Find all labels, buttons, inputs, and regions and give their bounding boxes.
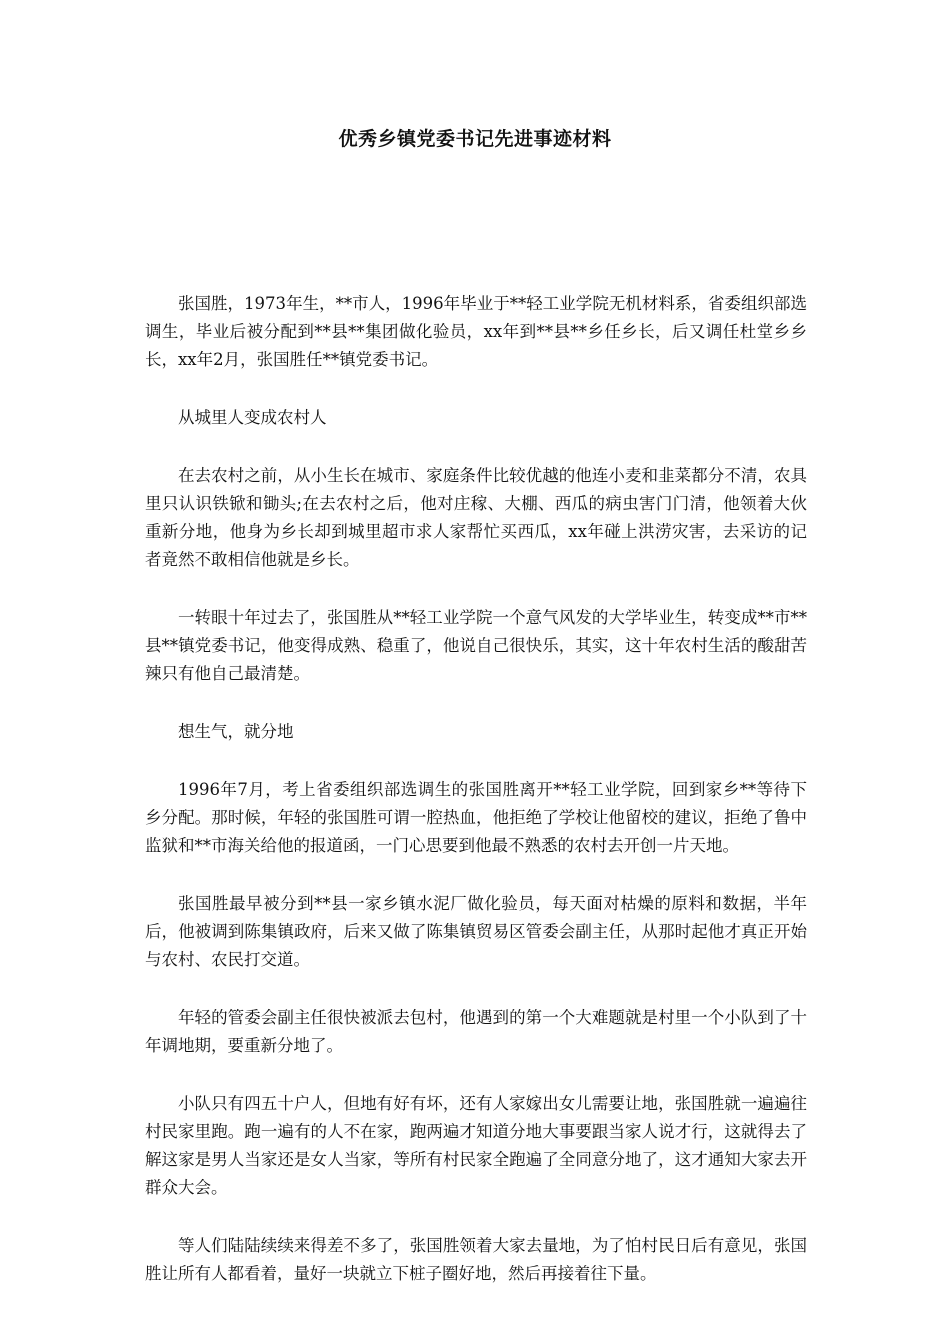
paragraph-measuring-land: 等人们陆陆续续来得差不多了，张国胜领着大家去量地，为了怕村民日后有意见，张国胜让所有人都看着，量好一块就立下桩子圈好地，然后再接着往下量。 <box>145 1236 807 1283</box>
paragraph-cement-plant: 张国胜最早被分到**县一家乡镇水泥厂做化验员，每天面对枯燥的原料和数据，半年后，他被调到陈集镇政府，后来又做了陈集镇贸易区管委会副主任，从那时起他才真正开始与农村、农民打交道。 <box>145 894 807 969</box>
paragraph-1996: 1996年7月，考上省委组织部选调生的张国胜离开**轻工业学院，回到家乡**等待下乡分配。那时候，年轻的张国胜可谓一腔热血，他拒绝了学校让他留校的建议，拒绝了鲁中监狱和**市海关给他的报道函，一门心思要到他最不熟悉的农村去开创一片天地。 <box>145 780 807 855</box>
paragraph-household-visits: 小队只有四五十户人，但地有好有坏，还有人家嫁出女儿需要让地，张国胜就一遍遍往村民家里跑。跑一遍有的人不在家，跑两遍才知道分地大事要跟当家人说才行，这就得去了解这家是男人当家还是女人当家，等所有村民家全跑遍了全同意分地了，这才通知大家去开群众大会。 <box>145 1094 807 1197</box>
document-title: 优秀乡镇党委书记先进事迹材料 <box>338 128 612 150</box>
section-heading-divide-land: 想生气，就分地 <box>178 722 294 741</box>
paragraph-village-assignment: 年轻的管委会副主任很快被派去包村，他遇到的第一个大难题就是村里一个小队到了十年调地期，要重新分地了。 <box>145 1008 807 1055</box>
section-heading-city-to-village: 从城里人变成农村人 <box>178 408 327 427</box>
paragraph-ten-years: 一转眼十年过去了，张国胜从**轻工业学院一个意气风发的大学毕业生，转变成**市**县**镇党委书记，他变得成熟、稳重了，他说自己很快乐，其实，这十年农村生活的酸甜苦辣只有他自己最清楚。 <box>145 608 807 683</box>
paragraph-bio: 张国胜，1973年生，**市人，1996年毕业于**轻工业学院无机材料系，省委组织部选调生，毕业后被分配到**县**集团做化验员，xx年到**县**乡任乡长，后又调任杜堂乡乡长，xx年2月，张国胜任**镇党委书记。 <box>145 294 807 369</box>
paragraph-before-after: 在去农村之前，从小生长在城市、家庭条件比较优越的他连小麦和韭菜都分不清，农具里只认识铁锨和锄头;在去农村之后，他对庄稼、大棚、西瓜的病虫害门门清，他领着大伙重新分地，他身为乡长却到城里超市求人家帮忙买西瓜，xx年碰上洪涝灾害，去采访的记者竟然不敢相信他就是乡长。 <box>145 466 807 569</box>
document-body <box>145 290 807 1318</box>
